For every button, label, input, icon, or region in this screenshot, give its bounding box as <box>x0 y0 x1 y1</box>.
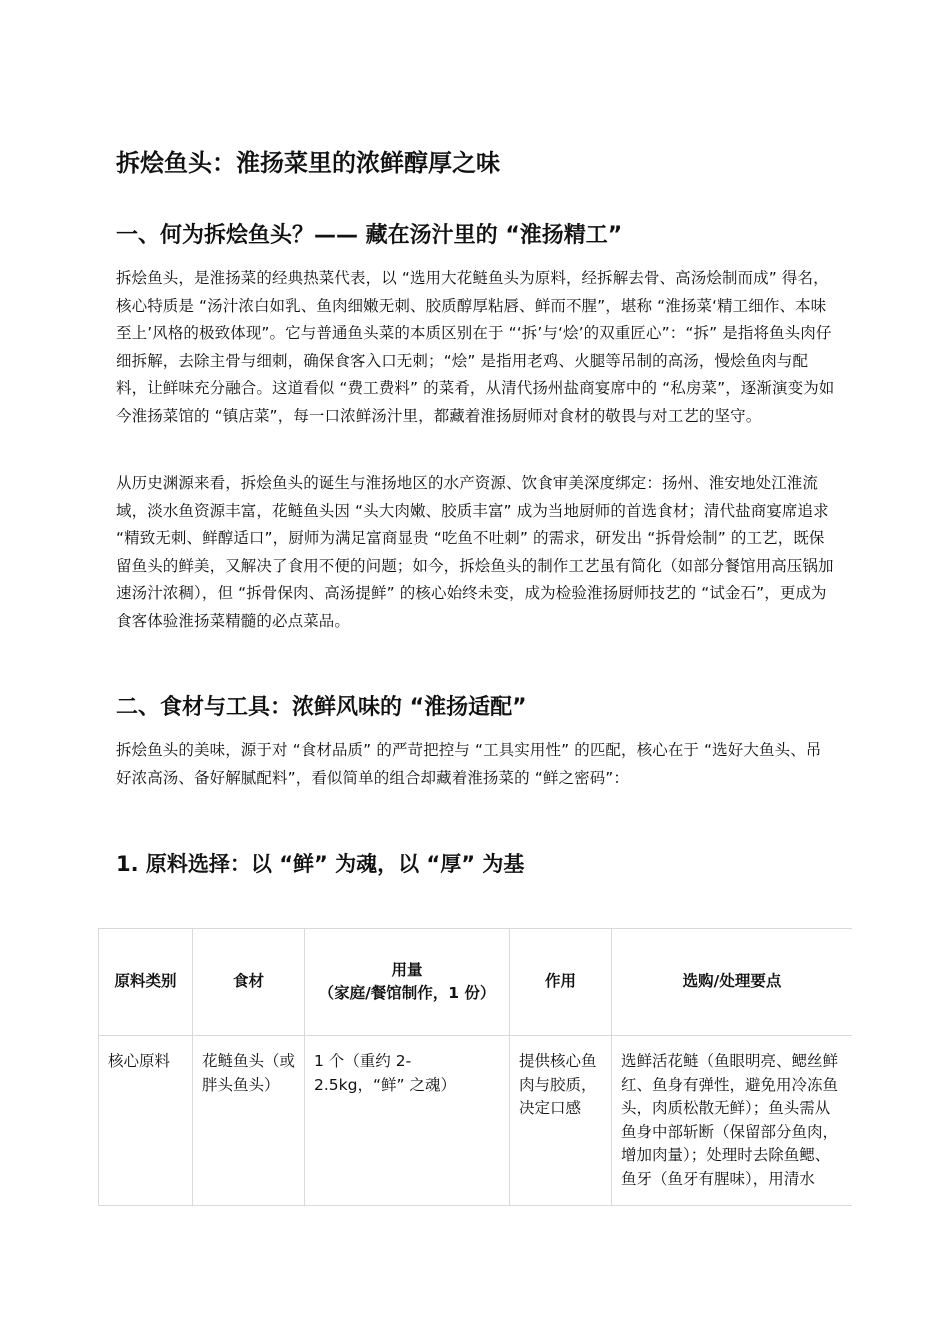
section2-paragraph: 拆烩鱼头的美味，源于对 “食材品质” 的严苛把控与 “工具实用性” 的匹配，核心在于 “选好大鱼头、吊好浓高汤、备好解腻配料”，看似简单的组合却藏着淮扬菜的 “鲜之密码”： <box>116 741 822 787</box>
section2-heading: 二、食材与工具：浓鲜风味的 “淮扬适配” <box>116 695 527 720</box>
ingredients-table-wrapper <box>98 928 852 1216</box>
cell-ingredient: 花鲢鱼头（或胖头鱼头） <box>193 1036 305 1206</box>
section1-heading: 一、何为拆烩鱼头？—— 藏在汤汁里的 “淮扬精工” <box>116 223 623 248</box>
header-role: 作用 <box>510 929 612 1036</box>
cell-tips: 选鲜活花鲢（鱼眼明亮、鳃丝鲜红、鱼身有弹性，避免用冷冻鱼头，肉质松散无鲜）；鱼头需从鱼身中部斩断（保留部分鱼肉，增加肉量）；处理时去除鱼鳃、鱼牙（鱼牙有腥味），用清水 <box>612 1036 853 1206</box>
ingredients-table <box>98 928 852 1206</box>
section1-paragraph-1: 拆烩鱼头，是淮扬菜的经典热菜代表，以 “选用大花鲢鱼头为原料，经拆解去骨、高汤烩制而成” 得名，核心特质是 “汤汁浓白如乳、鱼肉细嫩无刺、胶质醇厚粘唇、鲜而不腥”，堪称 “淮扬菜‘精工细作、本味至上’风格的极致体现”。它与普通鱼头菜的本质区别在于 “‘拆’与‘烩’的双重匠心”：“拆” 是指将鱼头肉仔细拆解，去除主骨与细刺，确保食客入口无刺；“烩” 是指用老鸡、火腿等吊制的高汤，慢烩鱼肉与配料，让鲜味充分融合。这道看似 “费工费料” 的菜肴，从清代扬州盐商宴席中的 “私房菜”，逐渐演变为如今淮扬菜馆的 “镇店菜”，每一口浓鲜汤汁里，都藏着淮扬厨师对食材的敬畏与对工艺的坚守。 <box>116 269 835 425</box>
cell-amount: 1 个（重约 2-2.5kg，“鲜” 之魂） <box>305 1036 510 1206</box>
header-tips: 选购/处理要点 <box>612 929 853 1036</box>
page-title: 拆烩鱼头：淮扬菜里的浓鲜醇厚之味 <box>116 149 500 177</box>
cell-role: 提供核心鱼肉与胶质，决定口感 <box>510 1036 612 1206</box>
header-category: 原料类别 <box>99 929 193 1036</box>
section1-paragraph-2: 从历史渊源来看，拆烩鱼头的诞生与淮扬地区的水产资源、饮食审美深度绑定：扬州、淮安地处江淮流域，淡水鱼资源丰富，花鲢鱼头因 “头大肉嫩、胶质丰富” 成为当地厨师的首选食材；清代盐商宴席追求 “精致无刺、鲜醇适口”，厨师为满足富商显贵 “吃鱼不吐刺” 的需求，研发出 “拆骨烩制” 的工艺，既保留鱼头的鲜美，又解决了食用不便的问题；如今，拆烩鱼头的制作工艺虽有简化（如部分餐馆用高压锅加速汤汁浓稠），但 “拆骨保肉、高汤提鲜” 的核心始终未变，成为检验淮扬厨师技艺的 “试金石”，更成为食客体验淮扬菜精髓的必点菜品。 <box>116 474 834 630</box>
table-header-row <box>99 929 853 1036</box>
header-ingredient: 食材 <box>193 929 305 1036</box>
header-amount: 用量 （家庭/餐馆制作，1 份） <box>305 929 510 1036</box>
subsection-heading: 1. 原料选择：以 “鲜” 为魂，以 “厚” 为基 <box>116 852 525 876</box>
table-row <box>99 1036 853 1206</box>
cell-category: 核心原料 <box>99 1036 193 1206</box>
